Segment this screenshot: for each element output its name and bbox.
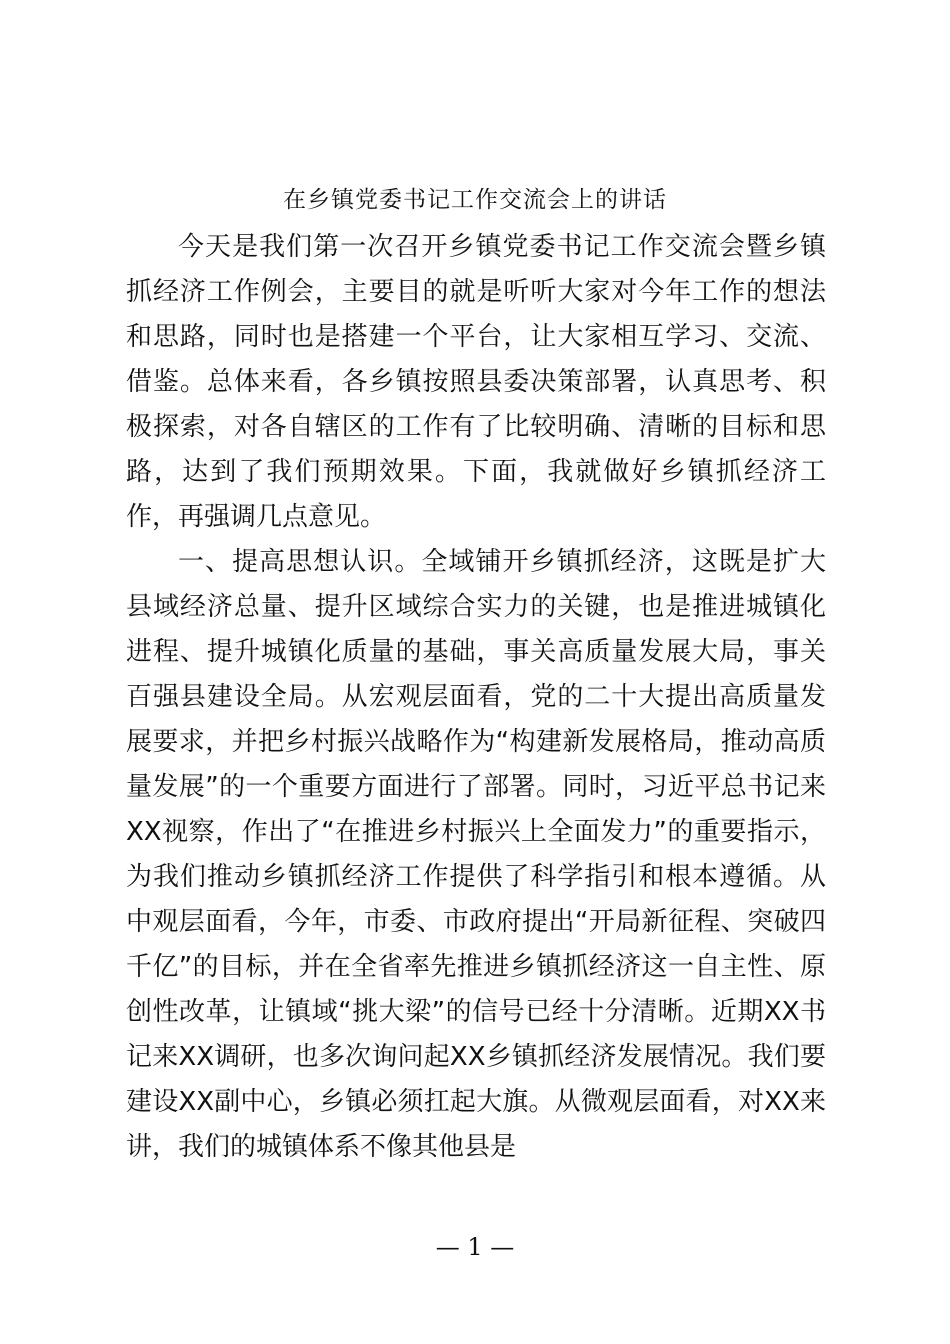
document-title: 在乡镇党委书记工作交流会上的讲话 xyxy=(283,187,667,213)
page-number: — 1 — xyxy=(435,1233,515,1261)
document-body xyxy=(126,225,826,1170)
paragraph-section-one: 一、提高思想认识。全域铺开乡镇抓经济，这既是扩大县域经济总量、提升区域综合实力的关键，也是推进城镇化进程、提升城镇化质量的基础，事关高质量发展大局，事关百强县建设全局。从宏观层面看，党的二十大提出高质量发展要求，并把乡村振兴战略作为“构建新发展格局，推动高质量发展”的一个重要方面进行了部署。同时，习近平总书记来XX视察，作出了“在推进乡村振兴上全面发力”的重要指示，为我们推动乡镇抓经济工作提供了科学指引和根本遵循。从中观层面看，今年，市委、市政府提出“开局新征程、突破四千亿”的目标，并在全省率先推进乡镇抓经济这一自主性、原创性改革，让镇域“挑大梁”的信号已经十分清晰。近期XX书记来XX调研，也多次询问起XX乡镇抓经济发展情况。我们要建设XX副中心，乡镇必须扛起大旗。从微观层面看，对XX来讲，我们的城镇体系不像其他县是 xyxy=(126,547,826,1162)
paragraph-intro: 今天是我们第一次召开乡镇党委书记工作交流会暨乡镇抓经济工作例会，主要目的就是听听大家对今年工作的想法和思路，同时也是搭建一个平台，让大家相互学习、交流、借鉴。总体来看，各乡镇按照县委决策部署，认真思考、积极探索，对各自辖区的工作有了比较明确、清晰的目标和思路，达到了我们预期效果。下面，我就做好乡镇抓经济工作，再强调几点意见。 xyxy=(126,232,826,532)
